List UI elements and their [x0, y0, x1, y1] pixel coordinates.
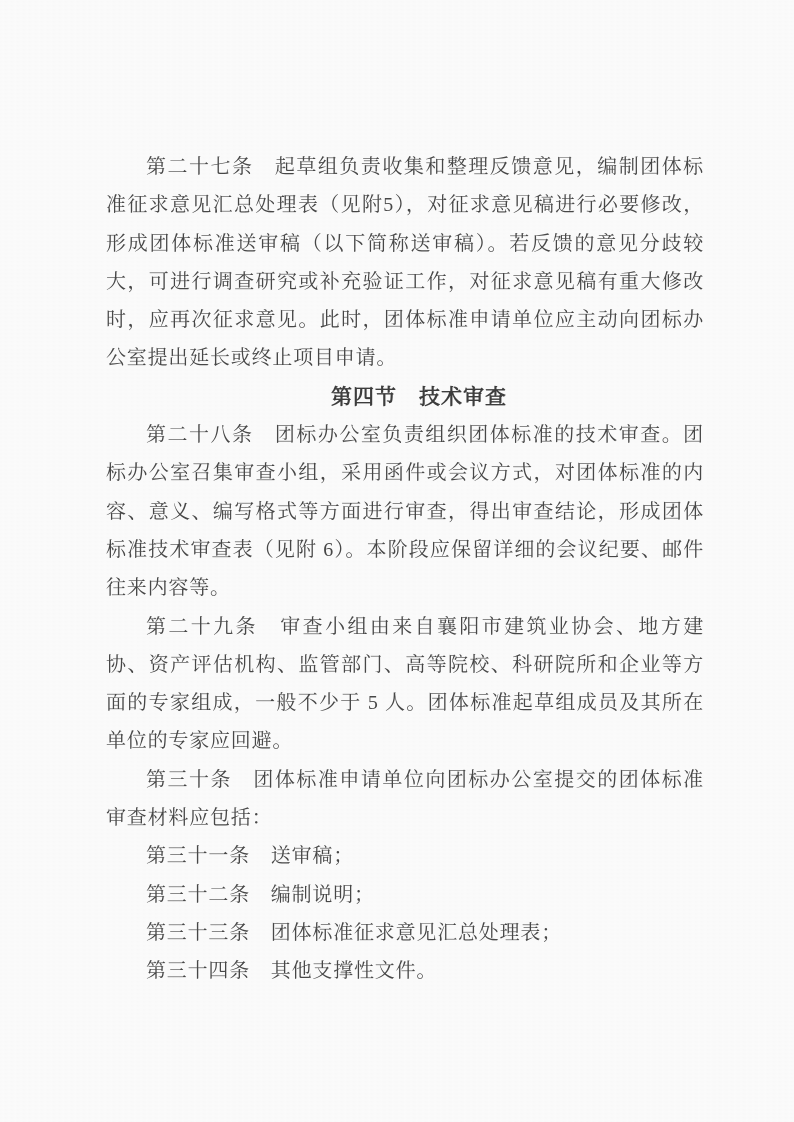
article-32-item: 第三十二条 编制说明；: [146, 883, 375, 906]
article-28-paragraph: 第二十八条 团标办公室负责组织团体标准的技术审查。团标办公室召集审查小组，采用函件或会议方式，对团体标准的内容、意义、编写格式等方面进行审查，得出审查结论，形成团体标准技术审查表（见附 6）。本阶段应保留详细的会议纪要、邮件往来内容等。: [106, 424, 704, 600]
article-34-item: 第三十四条 其他支撑性文件。: [146, 960, 438, 983]
document-content: [106, 148, 704, 991]
article-27-paragraph: 第二十七条 起草组负责收集和整理反馈意见，编制团体标准征求意见汇总处理表（见附5），对征求意见稿进行必要修改，形成团体标准送审稿（以下简称送审稿）。若反馈的意见分歧较大，可进行调查研究或补充验证工作，对征求意见稿有重大修改时，应再次征求意见。此时，团体标准申请单位应主动向团标办公室提出延长或终止项目申请。: [106, 156, 704, 370]
article-33-item: 第三十三条 团体标准征求意见汇总处理表；: [146, 921, 562, 944]
section-4-heading: 第四节 技术审查: [331, 384, 507, 409]
article-31-item: 第三十一条 送审稿；: [146, 845, 354, 868]
article-29-paragraph: 第二十九条 审查小组由来自襄阳市建筑业协会、地方建协、资产评估机构、监管部门、高等院校、科研院所和企业等方面的专家组成，一般不少于 5 人。团体标准起草组成员及其所在单位的专家应回避。: [106, 615, 704, 753]
article-30-paragraph: 第三十条 团体标准申请单位向团标办公室提交的团体标准审查材料应包括：: [106, 768, 704, 830]
